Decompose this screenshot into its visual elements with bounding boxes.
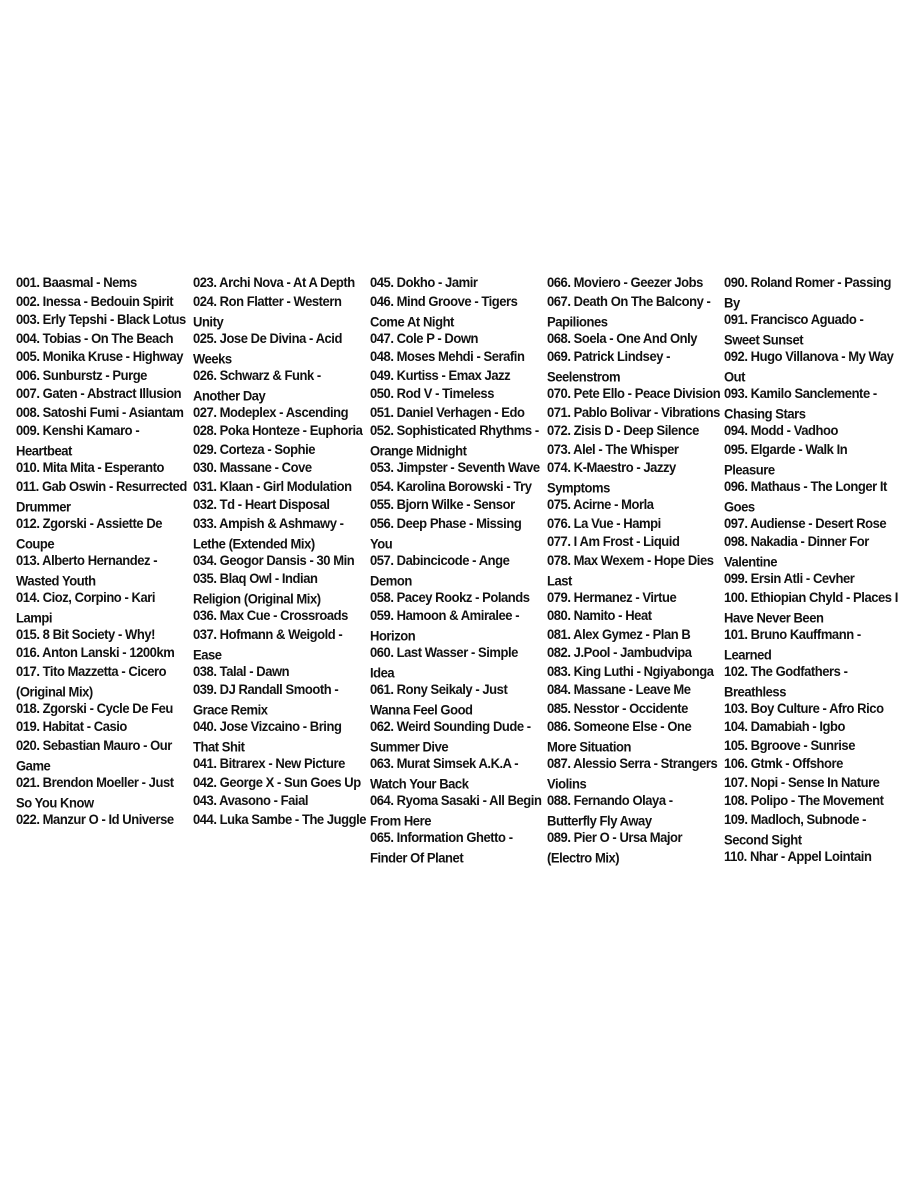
track-entry: 063. Murat Simsek A.K.A - Watch Your Back xyxy=(370,755,519,792)
track-entry: 036. Max Cue - Crossroads xyxy=(193,607,348,624)
track-entry: 107. Nopi - Sense In Nature xyxy=(724,773,880,790)
track-entry: 096. Mathaus - The Longer It Goes xyxy=(724,477,887,514)
track-entry: 051. Daniel Verhagen - Edo xyxy=(370,403,525,420)
track-entry: 054. Karolina Borowski - Try xyxy=(370,477,532,494)
track-entry: 104. Damabiah - Igbo xyxy=(724,718,846,735)
track-entry: 053. Jimpster - Seventh Wave xyxy=(370,459,540,476)
track-entry: 061. Rony Seikaly - Just Wanna Feel Good xyxy=(370,681,508,718)
track-entry: 109. Madloch, Subnode - Second Sight xyxy=(724,810,867,847)
track-entry: 014. Cioz, Corpino - Kari Lampi xyxy=(16,588,155,625)
track-entry: 013. Alberto Hernandez - Wasted Youth xyxy=(16,551,158,588)
track-entry: 071. Pablo Bolivar - Vibrations xyxy=(547,403,720,420)
track-entry: 066. Moviero - Geezer Jobs xyxy=(547,274,703,291)
track-entry: 062. Weird Sounding Dude - Summer Dive xyxy=(370,718,531,755)
track-entry: 003. Erly Tepshi - Black Lotus xyxy=(16,311,186,328)
track-entry: 058. Pacey Rookz - Polands xyxy=(370,588,530,605)
track-entry: 084. Massane - Leave Me xyxy=(547,681,691,698)
tracklist-column-3 xyxy=(370,273,545,865)
track-entry: 057. Dabincicode - Ange Demon xyxy=(370,551,510,588)
track-entry: 088. Fernando Olaya - Butterfly Fly Away xyxy=(547,792,673,829)
track-entry: 078. Max Wexem - Hope Dies Last xyxy=(547,551,714,588)
track-entry: 009. Kenshi Kamaro - Heartbeat xyxy=(16,422,140,459)
track-entry: 108. Polipo - The Movement xyxy=(724,792,884,809)
track-entry: 065. Information Ghetto - Finder Of Planet xyxy=(370,829,513,866)
track-entry: 090. Roland Romer - Passing By xyxy=(724,274,892,311)
track-entry: 082. J.Pool - Jambudvipa xyxy=(547,644,692,661)
track-entry: 050. Rod V - Timeless xyxy=(370,385,494,402)
track-entry: 081. Alex Gymez - Plan B xyxy=(547,625,691,642)
track-entry: 074. K-Maestro - Jazzy Symptoms xyxy=(547,459,676,496)
track-entry: 022. Manzur O - Id Universe xyxy=(16,810,174,827)
track-entry: 033. Ampish & Ashmawy - Lethe (Extended Mix) xyxy=(193,514,344,551)
track-entry: 032. Td - Heart Disposal xyxy=(193,496,330,513)
track-entry: 060. Last Wasser - Simple Idea xyxy=(370,644,518,681)
track-entry: 039. DJ Randall Smooth - Grace Remix xyxy=(193,681,339,718)
track-entry: 048. Moses Mehdi - Serafin xyxy=(370,348,525,365)
track-entry: 038. Talal - Dawn xyxy=(193,662,290,679)
track-entry: 049. Kurtiss - Emax Jazz xyxy=(370,366,511,383)
track-entry: 015. 8 Bit Society - Why! xyxy=(16,625,156,642)
track-entry: 007. Gaten - Abstract Illusion xyxy=(16,385,182,402)
track-entry: 019. Habitat - Casio xyxy=(16,718,127,735)
track-entry: 110. Nhar - Appel Lointain xyxy=(724,847,872,864)
track-entry: 026. Schwarz & Funk - Another Day xyxy=(193,366,321,403)
track-entry: 023. Archi Nova - At A Depth xyxy=(193,274,355,291)
track-entry: 056. Deep Phase - Missing You xyxy=(370,514,522,551)
track-entry: 103. Boy Culture - Afro Rico xyxy=(724,699,884,716)
track-entry: 106. Gtmk - Offshore xyxy=(724,755,843,772)
track-entry: 027. Modeplex - Ascending xyxy=(193,403,349,420)
track-entry: 047. Cole P - Down xyxy=(370,329,478,346)
track-entry: 067. Death On The Balcony - Papiliones xyxy=(547,292,711,329)
track-entry: 079. Hermanez - Virtue xyxy=(547,588,677,605)
track-entry: 070. Pete Ello - Peace Division xyxy=(547,385,721,402)
track-entry: 025. Jose De Divina - Acid Weeks xyxy=(193,329,342,366)
track-entry: 044. Luka Sambe - The Juggle xyxy=(193,810,367,827)
track-entry: 055. Bjorn Wilke - Sensor xyxy=(370,496,515,513)
track-entry: 041. Bitrarex - New Picture xyxy=(193,755,345,772)
track-entry: 102. The Godfathers - Breathless xyxy=(724,662,848,699)
track-entry: 008. Satoshi Fumi - Asiantam xyxy=(16,403,184,420)
track-entry: 006. Sunburstz - Purge xyxy=(16,366,147,383)
track-entry: 001. Baasmal - Nems xyxy=(16,274,137,291)
track-entry: 092. Hugo Villanova - My Way Out xyxy=(724,348,894,385)
tracklist xyxy=(16,273,896,865)
track-entry: 077. I Am Frost - Liquid xyxy=(547,533,680,550)
track-entry: 034. Geogor Dansis - 30 Min xyxy=(193,551,355,568)
track-entry: 030. Massane - Cove xyxy=(193,459,312,476)
track-entry: 075. Acirne - Morla xyxy=(547,496,654,513)
track-entry: 043. Avasono - Faial xyxy=(193,792,309,809)
track-entry: 101. Bruno Kauffmann - Learned xyxy=(724,625,861,662)
track-entry: 083. King Luthi - Ngiyabonga xyxy=(547,662,714,679)
track-entry: 059. Hamoon & Amiralee - Horizon xyxy=(370,607,520,644)
track-entry: 042. George X - Sun Goes Up xyxy=(193,773,361,790)
track-entry: 005. Monika Kruse - Highway xyxy=(16,348,184,365)
track-entry: 085. Nesstor - Occidente xyxy=(547,699,688,716)
track-entry: 040. Jose Vizcaino - Bring That Shit xyxy=(193,718,342,755)
track-entry: 098. Nakadia - Dinner For Valentine xyxy=(724,533,869,570)
track-entry: 073. Alel - The Whisper xyxy=(547,440,679,457)
track-entry: 072. Zisis D - Deep Silence xyxy=(547,422,699,439)
track-entry: 094. Modd - Vadhoo xyxy=(724,422,838,439)
track-entry: 093. Kamilo Sanclemente - Chasing Stars xyxy=(724,385,877,422)
track-entry: 089. Pier O - Ursa Major (Electro Mix) xyxy=(547,829,683,866)
track-entry: 095. Elgarde - Walk In Pleasure xyxy=(724,440,848,477)
track-entry: 069. Patrick Lindsey - Seelenstrom xyxy=(547,348,671,385)
tracklist-column-4 xyxy=(547,273,722,865)
track-entry: 037. Hofmann & Weigold - Ease xyxy=(193,625,343,662)
track-entry: 052. Sophisticated Rhythms - Orange Midnight xyxy=(370,422,539,459)
track-entry: 016. Anton Lanski - 1200km xyxy=(16,644,175,661)
track-entry: 017. Tito Mazzetta - Cicero (Original Mix) xyxy=(16,662,167,699)
track-entry: 087. Alessio Serra - Strangers Violins xyxy=(547,755,718,792)
track-entry: 020. Sebastian Mauro - Our Game xyxy=(16,736,172,773)
track-entry: 086. Someone Else - One More Situation xyxy=(547,718,692,755)
tracklist-column-5 xyxy=(724,273,899,865)
track-entry: 004. Tobias - On The Beach xyxy=(16,329,174,346)
track-entry: 045. Dokho - Jamir xyxy=(370,274,478,291)
track-entry: 080. Namito - Heat xyxy=(547,607,652,624)
track-entry: 091. Francisco Aguado - Sweet Sunset xyxy=(724,311,864,348)
track-entry: 010. Mita Mita - Esperanto xyxy=(16,459,164,476)
track-entry: 024. Ron Flatter - Western Unity xyxy=(193,292,342,329)
track-entry: 099. Ersin Atli - Cevher xyxy=(724,570,855,587)
track-entry: 029. Corteza - Sophie xyxy=(193,440,316,457)
track-entry: 021. Brendon Moeller - Just So You Know xyxy=(16,773,174,810)
track-entry: 097. Audiense - Desert Rose xyxy=(724,514,887,531)
tracklist-column-2 xyxy=(193,273,368,828)
track-entry: 031. Klaan - Girl Modulation xyxy=(193,477,352,494)
track-entry: 068. Soela - One And Only xyxy=(547,329,698,346)
track-entry: 002. Inessa - Bedouin Spirit xyxy=(16,292,174,309)
track-entry: 012. Zgorski - Assiette De Coupe xyxy=(16,514,163,551)
track-entry: 046. Mind Groove - Tigers Come At Night xyxy=(370,292,518,329)
track-entry: 035. Blaq Owl - Indian Religion (Original Mix) xyxy=(193,570,321,607)
track-entry: 076. La Vue - Hampi xyxy=(547,514,661,531)
track-entry: 011. Gab Oswin - Resurrected Drummer xyxy=(16,477,187,514)
tracklist-column-1 xyxy=(16,273,191,828)
track-entry: 018. Zgorski - Cycle De Feu xyxy=(16,699,173,716)
track-entry: 105. Bgroove - Sunrise xyxy=(724,736,855,753)
track-entry: 100. Ethiopian Chyld - Places I Have Never Been xyxy=(724,588,898,625)
track-entry: 064. Ryoma Sasaki - All Begin From Here xyxy=(370,792,542,829)
track-entry: 028. Poka Honteze - Euphoria xyxy=(193,422,363,439)
